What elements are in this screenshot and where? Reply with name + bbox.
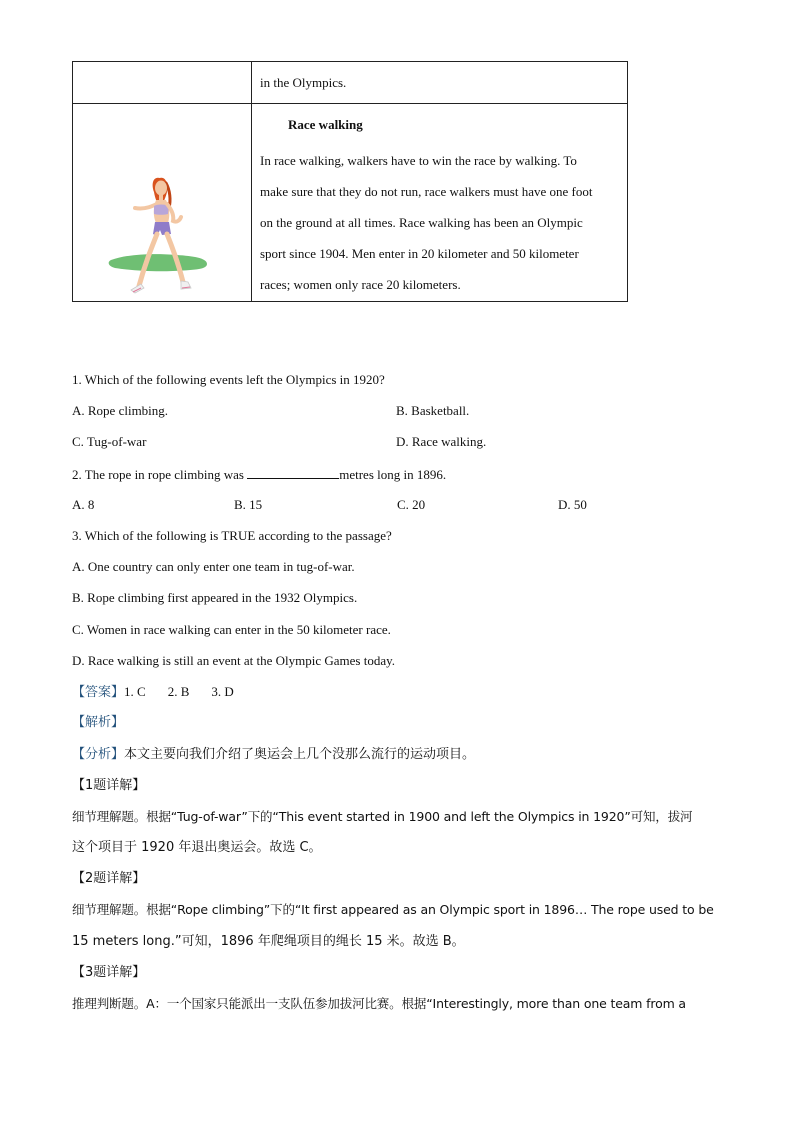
question-3-option-d: D. Race walking is still an event at the Olympic Games today. [72, 653, 395, 668]
description-line: In race walking, walkers have to win the race by walking. To [260, 153, 577, 168]
description-line: races; women only race 20 kilometers. [260, 277, 461, 292]
detail-1-label: 【1题详解】 [72, 778, 146, 793]
table-cell-image [73, 104, 252, 302]
table-cell-description [252, 104, 628, 302]
description-line: make sure that they do not run, race walkers must have one foot [260, 184, 593, 199]
table-cell-empty [73, 62, 252, 104]
summary-text: 本文主要向我们介绍了奥运会上几个没那么流行的运动项目。 [124, 747, 476, 762]
question-1-option-c: C. Tug-of-war [72, 434, 147, 449]
detail-2-label: 【2题详解】 [72, 871, 146, 886]
event-table [72, 61, 628, 302]
question-2-stem-end: metres long in 1896. [339, 467, 447, 482]
table-row [73, 104, 628, 302]
summary-label: 【分析】 [72, 747, 125, 762]
question-3-option-c: C. Women in race walking can enter in the 50 kilometer race. [72, 622, 391, 637]
detail-2-line: 15 meters long.”可知，1896 年爬绳项目的绳长 15 米。故选 B。 [72, 934, 465, 949]
description-line: sport since 1904. Men enter in 20 kilometer and 50 kilometer [260, 246, 579, 261]
answer-line [72, 683, 234, 702]
question-2-option-c: C. 20 [397, 497, 426, 512]
question-3-stem: 3. Which of the following is TRUE according to the passage? [72, 528, 392, 543]
answer-item: 3. D [211, 684, 234, 699]
question-2-stem [72, 465, 446, 484]
answer-blank [247, 465, 339, 479]
question-1-stem: 1. Which of the following events left the Olympics in 1920? [72, 372, 385, 387]
question-3-option-b: B. Rope climbing first appeared in the 1932 Olympics. [72, 590, 358, 605]
question-2-option-d: D. 50 [558, 497, 587, 512]
detail-1-line: 这个项目于 1920 年退出奥运会。故选 C。 [72, 840, 322, 855]
answer-label: 【答案】 [72, 685, 125, 700]
race-walker-illustration-icon [73, 104, 251, 301]
detail-2-line: 细节理解题。根据“Rope climbing”下的“It first appeared as an Olympic sport in 1896… The rope used to be [72, 902, 714, 917]
answer-item: 2. B [167, 684, 190, 699]
row1-text: in the Olympics. [260, 75, 347, 90]
question-2-option-a: A. 8 [72, 497, 95, 512]
detail-3-line: 推理判断题。A：一个国家只能派出一支队伍参加拔河比赛。根据“Interestingly, more than one team from a [72, 996, 686, 1011]
detail-3-label: 【3题详解】 [72, 965, 146, 980]
question-2-stem-start: 2. The rope in rope climbing was [72, 467, 244, 482]
question-3-option-a: A. One country can only enter one team in tug-of-war. [72, 559, 355, 574]
answer-item: 1. C [124, 684, 146, 699]
analysis-label: 【解析】 [72, 715, 125, 730]
question-2-option-b: B. 15 [234, 497, 263, 512]
summary-line [72, 746, 475, 764]
question-1-option-b: B. Basketball. [396, 403, 470, 418]
question-1-option-a: A. Rope climbing. [72, 403, 169, 418]
description-line: on the ground at all times. Race walking has been an Olympic [260, 215, 583, 230]
section-title: Race walking [288, 117, 363, 132]
question-1-option-d: D. Race walking. [396, 434, 487, 449]
table-row [73, 62, 628, 104]
detail-1-line: 细节理解题。根据“Tug-of-war”下的“This event started in 1900 and left the Olympics in 1920”可知，拔河 [72, 809, 693, 824]
table-cell-text [252, 62, 628, 104]
